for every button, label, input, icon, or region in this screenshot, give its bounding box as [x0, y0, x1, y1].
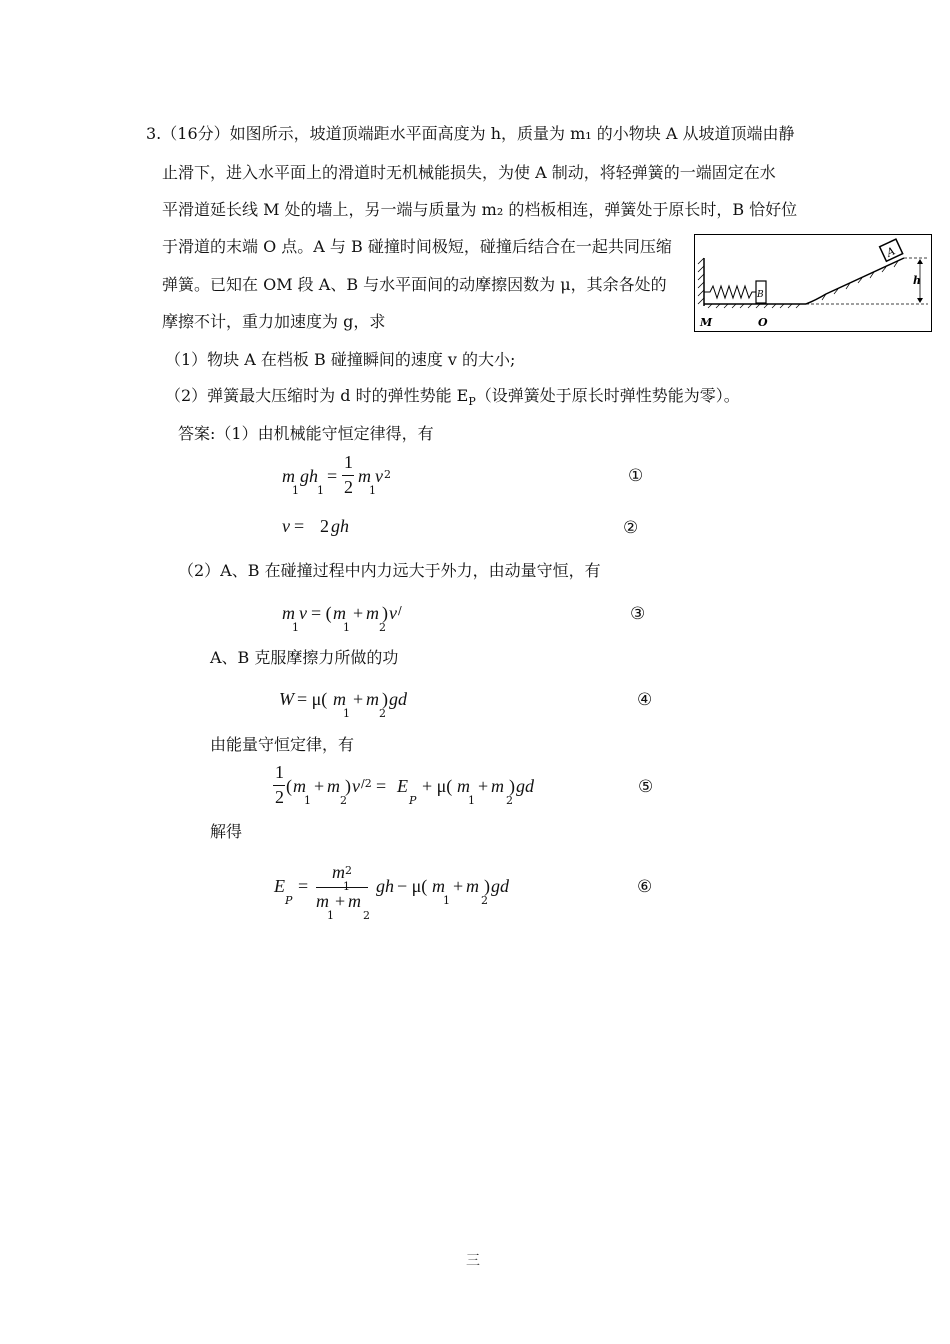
label-h: h — [913, 274, 921, 287]
question-2 — [165, 386, 740, 412]
problem-line-3: 平滑道延长线 M 处的墙上，另一端与质量为 m₂ 的档板相连，弹簧处于原长时，B 恰好位 — [162, 200, 798, 219]
ramp-diagram — [694, 234, 932, 332]
label-a: A — [884, 244, 898, 260]
answer-part2-intro: （2）A、B 在碰撞过程中内力远大于外力，由动量守恒，有 — [178, 561, 601, 580]
marker-6: ⑥ — [637, 877, 653, 897]
marker-2: ② — [623, 518, 639, 538]
question-2-main: （2）弹簧最大压缩时为 d 时的弹性势能 E — [165, 386, 469, 405]
marker-5: ⑤ — [638, 777, 654, 797]
problem-line-6: 摩擦不计，重力加速度为 g，求 — [162, 312, 386, 331]
problem-line-4: 于滑道的末端 O 点。A 与 B 碰撞时间极短，碰撞后结合在一起共同压缩 — [162, 237, 672, 256]
problem-line-1: 3.（16分）如图所示，坡道顶端距水平面高度为 h，质量为 m₁ 的小物块 A 从坡道顶端由静 — [146, 124, 795, 143]
marker-3: ③ — [630, 604, 646, 624]
label-b: B — [757, 290, 764, 300]
energy-law-label: 由能量守恒定律，有 — [210, 735, 355, 754]
label-m: M — [700, 316, 713, 329]
label-o: O — [758, 316, 768, 329]
page-footer: 三 — [466, 1253, 480, 1269]
problem-line-2: 止滑下，进入水平面上的滑道时无机械能损失，为使 A 制动，将轻弹簧的一端固定在水 — [162, 163, 776, 182]
marker-4: ④ — [637, 690, 653, 710]
answer-intro: 答案:（1）由机械能守恒定律得，有 — [178, 424, 434, 443]
question-2-tail: （设弹簧处于原长时弹性势能为零）。 — [475, 386, 740, 405]
marker-1: ① — [628, 466, 644, 486]
solve-label: 解得 — [210, 822, 243, 841]
friction-work-label: A、B 克服摩擦力所做的功 — [210, 648, 399, 667]
problem-line-5: 弹簧。已知在 OM 段 A、B 与水平面间的动摩擦因数为 μ，其余各处的 — [162, 275, 667, 294]
question-2-sub: P — [468, 395, 476, 409]
question-1: （1）物块 A 在档板 B 碰撞瞬间的速度 v 的大小; — [165, 350, 516, 369]
